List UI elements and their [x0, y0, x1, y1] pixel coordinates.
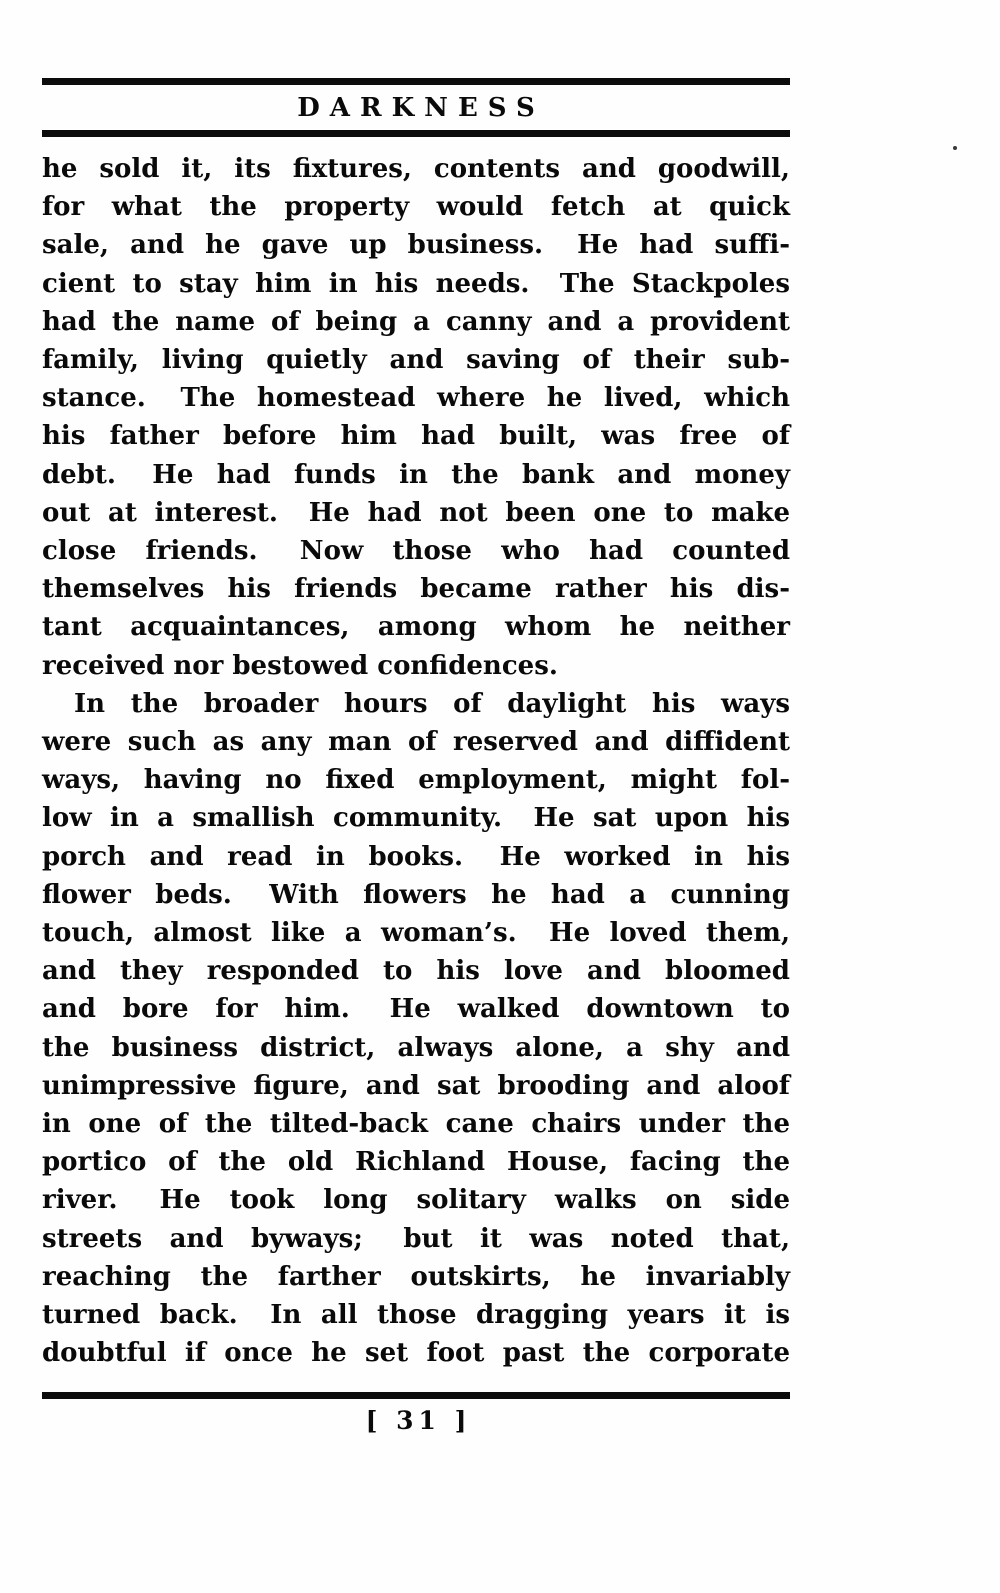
text-line: sale, and he gave up business. He had suffi- — [42, 230, 790, 261]
text-line: and bore for him. He walked downtown to — [42, 994, 790, 1025]
text-line: out at interest. He had not been one to make — [42, 497, 790, 528]
text-line: tant acquaintances, among whom he neither — [42, 612, 790, 643]
body-text — [42, 150, 790, 1373]
text-line: in one of the tilted-back cane chairs under the — [42, 1109, 790, 1140]
text-line: touch, almost like a woman’s. He loved them, — [42, 918, 790, 949]
text-line: close friends. Now those who had counted — [42, 536, 790, 567]
page-footer — [42, 1392, 790, 1435]
text-line: low in a smallish community. He sat upon his — [42, 803, 790, 834]
text-line: reaching the farther outskirts, he invariably — [42, 1261, 790, 1292]
text-line: flower beds. With flowers he had a cunning — [42, 879, 790, 910]
text-line: had the name of being a canny and a provident — [42, 306, 790, 337]
running-head — [42, 78, 790, 137]
text-line: porch and read in books. He worked in his — [42, 841, 790, 872]
text-line: stance. The homestead where he lived, which — [42, 383, 790, 414]
footer-rule — [42, 1392, 790, 1399]
text-line: his father before him had built, was free of — [42, 421, 790, 452]
head-rule-bottom — [42, 130, 790, 137]
text-line: and they responded to his love and bloomed — [42, 956, 790, 987]
text-line: streets and byways; but it was noted that, — [42, 1223, 790, 1254]
text-line: he sold it, its fixtures, contents and goodwill, — [42, 154, 790, 184]
text-line: the business district, always alone, a shy and — [42, 1032, 790, 1063]
ink-speck — [953, 146, 957, 150]
text-line: portico of the old Richland House, facing the — [42, 1147, 790, 1178]
text-line: In the broader hours of daylight his ways — [74, 688, 790, 719]
text-line: doubtful if once he set foot past the corporate — [42, 1338, 790, 1369]
text-line: unimpressive figure, and sat brooding and aloof — [42, 1070, 790, 1101]
page-title: DARKNESS — [297, 92, 545, 123]
head-rule-top — [42, 78, 790, 85]
text-line: for what the property would fetch at quick — [42, 192, 790, 223]
text-line: cient to stay him in his needs. The Stackpoles — [42, 268, 790, 299]
text-line: turned back. In all those dragging years it is — [42, 1300, 790, 1331]
text-line: ways, having no fixed employment, might fol- — [42, 765, 790, 796]
text-line: family, living quietly and saving of their sub- — [42, 345, 790, 376]
page-number: [ 31 ] — [365, 1406, 472, 1435]
text-line: debt. He had funds in the bank and money — [42, 459, 790, 490]
text-line: river. He took long solitary walks on side — [42, 1185, 790, 1216]
text-line: received nor bestowed confidences. — [42, 650, 558, 681]
text-line: were such as any man of reserved and diffident — [42, 727, 790, 758]
text-line: themselves his friends became rather his dis- — [42, 574, 790, 605]
